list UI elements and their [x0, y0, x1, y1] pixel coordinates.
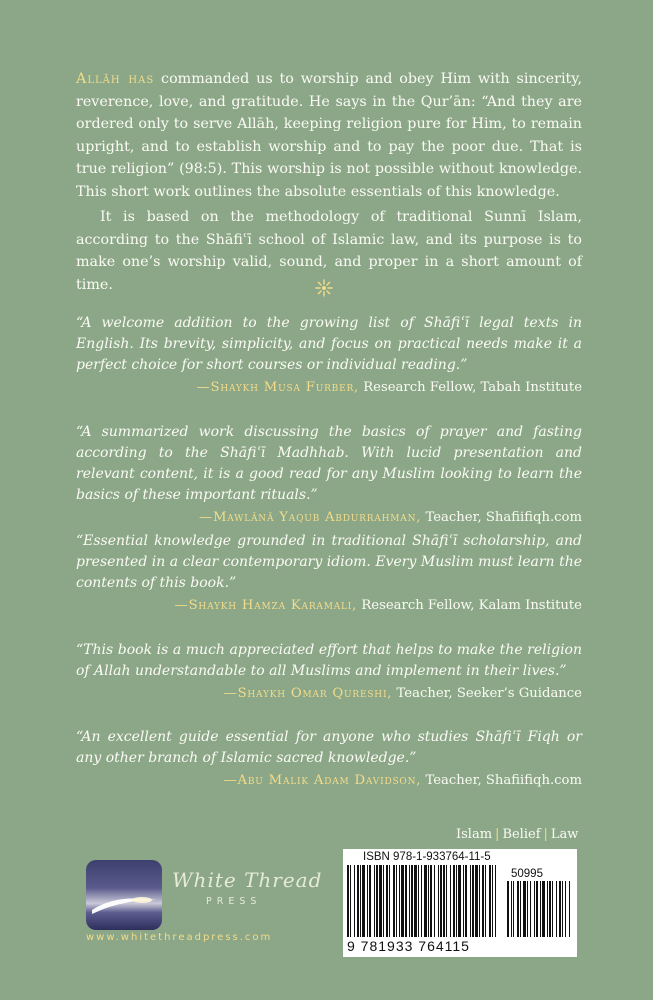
- endorsement-5: [76, 727, 582, 790]
- endorser-name: —Abu Malik Adam Davidson,: [223, 773, 422, 788]
- endorser-role: Research Fellow, Tabah Institute: [363, 380, 582, 395]
- subject-islam: Islam: [456, 827, 493, 842]
- barcode: [343, 849, 577, 957]
- endorser-role: Teacher, Shafiifiqh.com: [425, 510, 582, 525]
- endorser-role: Teacher, Shafiifiqh.com: [425, 773, 582, 788]
- white-thread-logo-icon: [86, 860, 162, 930]
- endorsement-attribution: [76, 509, 582, 527]
- endorsement-attribution: [76, 772, 582, 790]
- endorsement-text: “An excellent guide essential for anyone who studies Shāfiʿī Fiqh or any other branch of Islamic sacred knowledge.”: [76, 729, 582, 766]
- endorsement-text: “This book is a much appreciated effort that helps to make the religion of Allah understandable to all Muslims and implement in their lives.”: [76, 642, 582, 679]
- barcode-digits: 9 781933 764115: [347, 938, 470, 954]
- publisher-press: PRESS: [206, 896, 262, 907]
- endorsement-1: [76, 313, 582, 397]
- endorser-name: —Shaykh Omar Qureshi,: [223, 686, 393, 701]
- endorser-name: —Shaykh Hamza Karamali,: [174, 598, 358, 613]
- publisher-name: White Thread: [172, 868, 323, 892]
- endorser-role: Teacher, Seeker’s Guidance: [396, 686, 582, 701]
- isbn-label: ISBN 978-1-933764-11-5: [363, 851, 491, 863]
- barcode-addon: 50995: [511, 868, 543, 880]
- endorsement-attribution: [76, 685, 582, 703]
- publisher-url: www.whitethreadpress.com: [86, 932, 273, 943]
- logo-swoosh-icon: [86, 860, 162, 930]
- blurb-paragraph-1: [76, 68, 582, 203]
- subject-categories: [456, 827, 578, 842]
- endorsement-text: “Essential knowledge grounded in traditional Shāfiʿī scholarship, and presented in a clear contemporary idiom. Every Muslim must learn the contents of this book.”: [76, 533, 582, 591]
- blurb-paragraph-2: It is based on the methodology of traditional Sunnī Islam, according to the Shāfiʿī school of Islamic law, and its purpose is to make one’s worship valid, sound, and proper in a short amount of time.: [76, 209, 582, 293]
- endorsement-2: [76, 422, 582, 527]
- endorser-role: Research Fellow, Kalam Institute: [361, 598, 582, 613]
- description-blurb: [76, 68, 582, 296]
- endorsement-3: [76, 531, 582, 615]
- endorser-name: —Shaykh Musa Furber,: [196, 380, 360, 395]
- endorsement-4: [76, 640, 582, 703]
- endorsement-text: “A welcome addition to the growing list of Shāfiʿī legal texts in English. Its brevity, simplicity, and focus on practical needs make it a perfect choice for short courses or individual reading.”: [76, 315, 582, 373]
- blurb-p1-text: commanded us to worship and obey Him with sincerity, reverence, love, and gratitude. He says in the Qur’ān: “And they are ordered only to serve Allāh, keeping religion pure for Him, to remain upright, and to establish worship and to pay the poor due. That is true religion” (98:5). This worship is not possible without knowledge. This short work outlines the absolute essentials of this knowledge.: [76, 71, 582, 200]
- endorsement-attribution: [76, 597, 582, 615]
- publisher-brand: [172, 868, 322, 907]
- sun-ornament-icon: [315, 279, 333, 297]
- endorsement-text: “A summarized work discussing the basics of prayer and fasting according to the Shāfiʿī Madhhab. With lucid presentation and relevant content, it is a good read for any Muslim looking to learn the basics of these important rituals.”: [76, 424, 582, 503]
- blurb-lead: Allāh has: [76, 71, 155, 87]
- endorsement-attribution: [76, 379, 582, 397]
- subject-law: Law: [550, 827, 579, 842]
- endorser-name: —Mawlānā Yaqub Abdurrahman,: [198, 510, 422, 525]
- subject-separator: |: [495, 827, 500, 842]
- subject-separator: |: [543, 827, 548, 842]
- barcode-bars-icon: [347, 865, 573, 939]
- subject-belief: Belief: [502, 827, 541, 842]
